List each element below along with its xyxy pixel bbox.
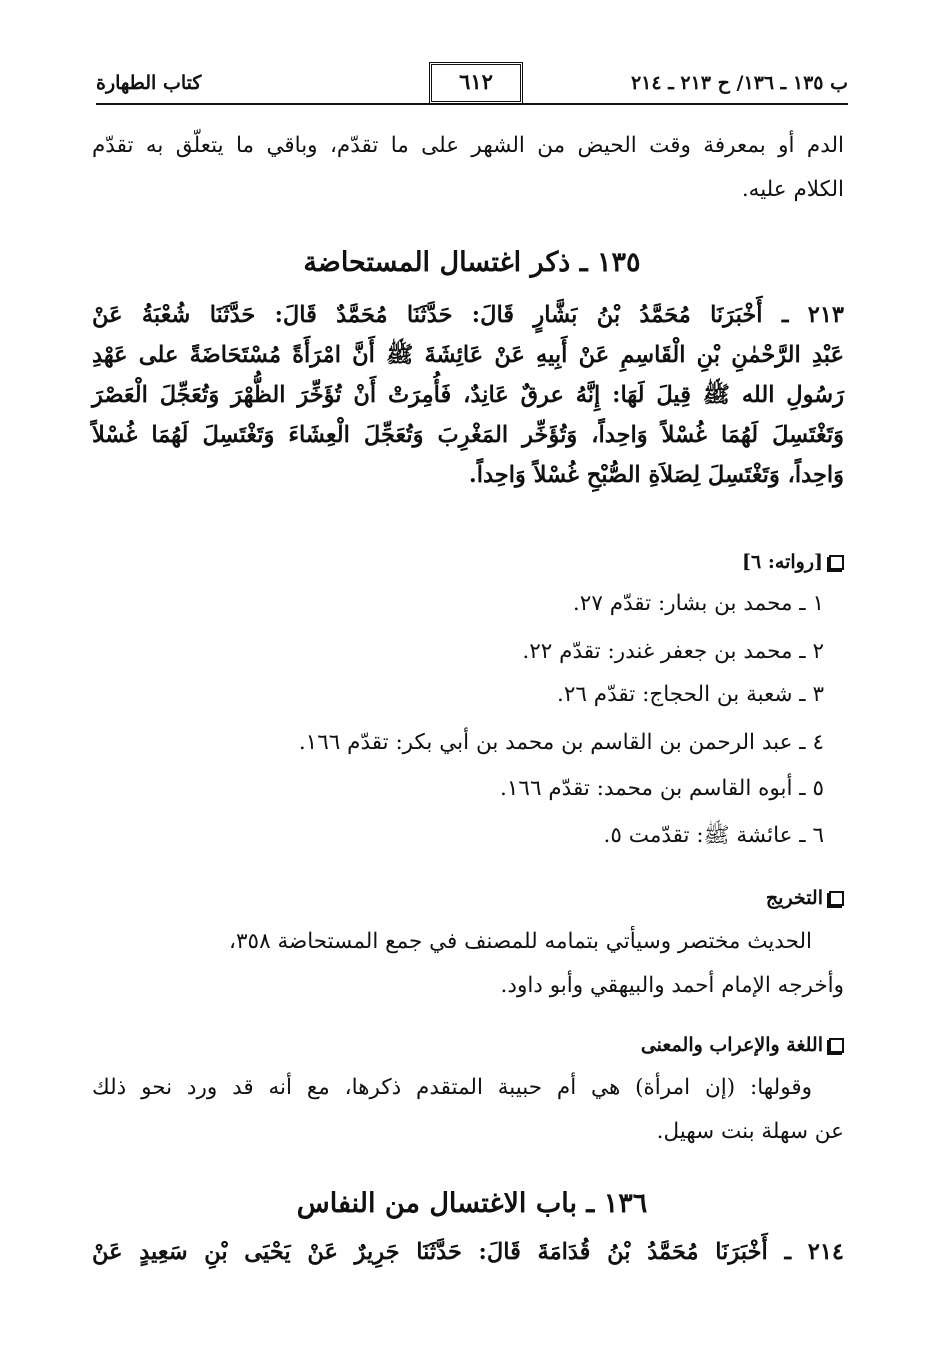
lugha-heading-text: اللغة والإعراب والمعنى [640, 1034, 823, 1056]
intro-line: الكلام عليه. [741, 177, 844, 202]
narrator-item: ١ ـ محمد بن بشار: تقدّم ٢٧. [572, 591, 824, 616]
header-reference: ب ١٣٥ ـ ١٣٦/ ح ٢١٣ ـ ٢١٤ [630, 72, 848, 94]
hadith-line: رَسُولِ الله ﷺ قِيلَ لَهَا: إِنَّهُ عرقٌ عَانِدٌ، فَأُمِرَتْ أَنْ تُؤَخِّرَ الظُّهْرَ وَتُعَجِّلَ الْعَصْرَ [92, 382, 844, 408]
lugha-heading [641, 1034, 844, 1056]
narrator-item: ٣ ـ شعبة بن الحجاج: تقدّم ٢٦. [557, 682, 824, 707]
lugha-line: وقولها: (إن امرأة) هي أم حبيبة المتقدم ذكرها، مع أنه قد ورد نحو ذلك [92, 1075, 812, 1100]
hadith-line: وَاحِداً، وَتَغْتَسِلَ لِصَلاَةِ الصُّبْحِ غُسْلاً وَاحِداً. [468, 462, 844, 488]
section-box-icon [829, 891, 844, 906]
takhrij-heading [766, 887, 844, 909]
narrators-heading [742, 551, 844, 573]
chapter-135-title: ١٣٥ ـ ذكر اغتسال المستحاضة [303, 247, 641, 278]
lugha-line: عن سهلة بنت سهيل. [656, 1119, 844, 1144]
narrators-heading-text: [رواته: ٦] [742, 551, 823, 573]
narrator-item: ٢ ـ محمد بن جعفر غندر: تقدّم ٢٢. [522, 639, 824, 664]
narrator-item: ٤ ـ عبد الرحمن بن القاسم بن محمد بن أبي بكر: تقدّم ١٦٦. [298, 730, 824, 755]
page-number: ٦١٢ [429, 62, 523, 104]
narrator-item: ٦ ـ عائشة ﷺ: تقدّمت ٥. [603, 823, 824, 848]
intro-line: الدم أو بمعرفة وقت الحيض من الشهر على ما تقدّم، وباقي ما يتعلّق به تقدّم [92, 133, 844, 158]
intro-paragraph [92, 124, 844, 212]
hadith-213 [92, 295, 844, 495]
takhrij-heading-text: التخريج [765, 887, 823, 909]
takhrij-paragraph [92, 920, 844, 1008]
hadith-line: ٢١٣ ـ أَخْبَرَنَا مُحَمَّدُ بْنُ بَشَّارٍ قَالَ: حَدَّثَنَا مُحَمَّدٌ قَالَ: حَدَّثَنَا شُعْبَةُ عَنْ [92, 302, 844, 328]
hadith-214 [92, 1232, 844, 1272]
hadith-line: وَتَغْتَسِلَ لَهُمَا غُسْلاً وَاحِداً، وَتُؤَخِّر المَغْرِبَ وَتُعَجِّلَ الْعِشَاءَ وَتَغْتَسِلَ لَهُمَا غُسْلاً [92, 422, 844, 448]
running-header [96, 62, 848, 106]
takhrij-line: الحديث مختصر وسيأتي بتمامه للمصنف في جمع المستحاضة ٣٥٨، [229, 929, 812, 954]
book-title: كتاب الطهارة [96, 72, 202, 94]
header-rule [96, 103, 848, 105]
hadith-line: عَبْدِ الرَّحْمٰنِ بْنِ الْقَاسِمِ عَنْ أَبِيهِ عَنْ عَائِشَةَ ﷺ أَنَّ امْرَأَةً مُسْتَحَاضَةً على عَهْدِ [92, 342, 844, 368]
narrator-item: ٥ ـ أبوه القاسم بن محمد: تقدّم ١٦٦. [500, 776, 824, 801]
hadith-line: ٢١٤ ـ أَخْبَرَنَا مُحَمَّدُ بْنُ قُدَامَةَ قَالَ: حَدَّثَنَا جَرِيرٌ عَنْ يَحْيَى بْنِ سَعِيدٍ عَنْ [92, 1239, 844, 1265]
lugha-paragraph [92, 1066, 844, 1154]
takhrij-line: وأخرجه الإمام أحمد والبيهقي وأبو داود. [500, 973, 844, 998]
section-box-icon [829, 1038, 844, 1053]
chapter-136-title: ١٣٦ ـ باب الاغتسال من النفاس [296, 1188, 648, 1219]
section-box-icon [829, 555, 844, 570]
